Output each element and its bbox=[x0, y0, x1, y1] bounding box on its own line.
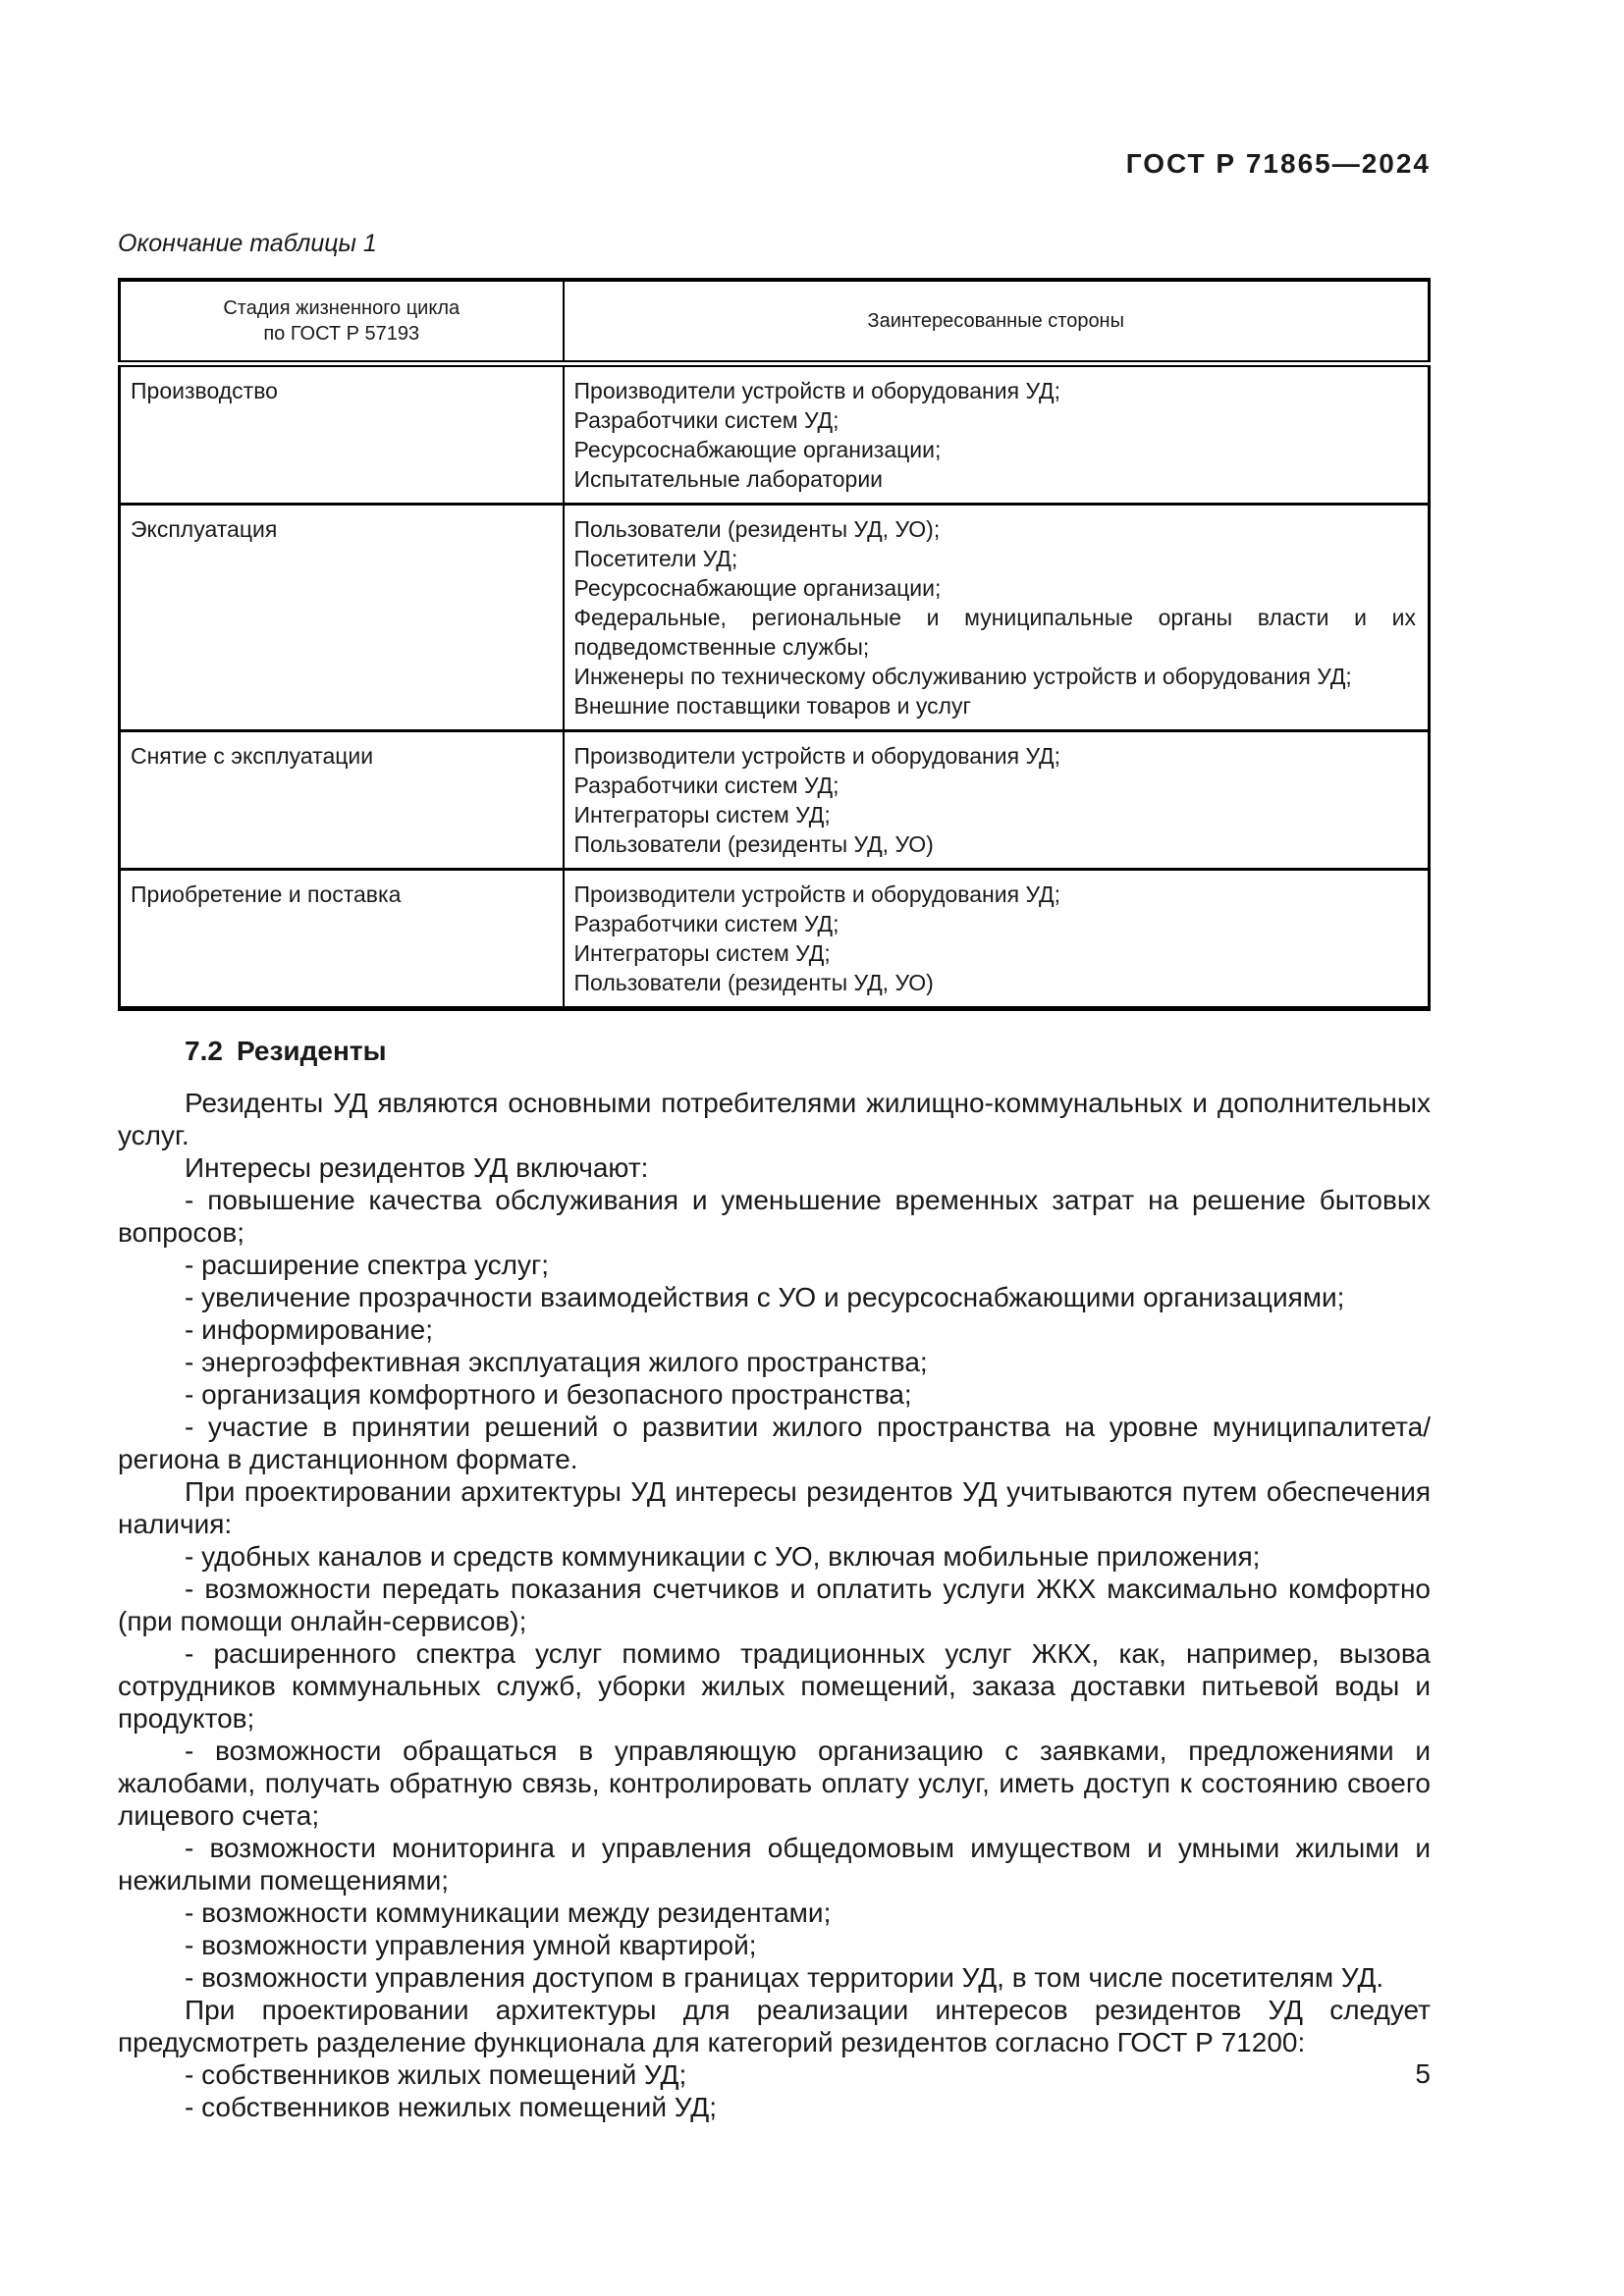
column-header-parties: Заинтересованные стороны bbox=[564, 280, 1430, 364]
body-paragraph: - удобных каналов и средств коммуникации с УО, включая мобильные приложения; bbox=[185, 1541, 1261, 1572]
party-line: Федеральные, региональные и муниципальные органы власти и их подведомственные службы; bbox=[573, 605, 1416, 660]
party-line: Разработчики систем УД; bbox=[573, 407, 839, 433]
body-text bbox=[118, 1087, 1431, 2123]
party-line: Разработчики систем УД; bbox=[573, 773, 839, 798]
body-paragraph: - расширение спектра услуг; bbox=[185, 1250, 550, 1280]
column-header-stage bbox=[120, 280, 564, 364]
body-paragraph: При проектировании архитектуры для реализации интересов резидентов УД следует предусмотреть разделение функционала для категорий резидентов согласно ГОСТ Р 71200: bbox=[118, 1995, 1431, 2057]
parties-cell bbox=[564, 364, 1430, 505]
body-paragraph: - увеличение прозрачности взаимодействия с УО и ресурсоснабжающими организациями; bbox=[185, 1282, 1345, 1312]
parties-cell bbox=[564, 731, 1430, 870]
body-paragraph: - возможности мониторинга и управления общедомовым имуществом и умными жилыми и нежилыми помещениями; bbox=[118, 1833, 1431, 1896]
party-line: Ресурсоснабжающие организации; bbox=[573, 437, 942, 462]
body-paragraph: - участие в принятии решений о развитии жилого пространства на уровне муниципалитета/региона в дистанционном формате. bbox=[118, 1412, 1431, 1474]
body-paragraph: - организация комфортного и безопасного пространства; bbox=[185, 1379, 912, 1410]
party-line: Интеграторы систем УД; bbox=[573, 802, 831, 828]
page-number: 5 bbox=[1415, 2058, 1431, 2089]
table-body bbox=[120, 364, 1430, 1009]
body-paragraph: - расширенного спектра услуг помимо традиционных услуг ЖКХ, как, например, вызова сотрудников коммунальных служб, уборки жилых помещений, заказа доставки питьевой воды и продуктов; bbox=[118, 1638, 1431, 1734]
body-paragraph: - возможности управления умной квартирой; bbox=[185, 1930, 757, 1960]
body-paragraph: - повышение качества обслуживания и уменьшение временных затрат на решение бытовых вопросов; bbox=[118, 1185, 1431, 1248]
party-line: Внешние поставщики товаров и услуг bbox=[573, 693, 971, 719]
stakeholders-table bbox=[118, 278, 1431, 1011]
column-header-stage-line: по ГОСТ Р 57193 bbox=[263, 323, 420, 345]
body-paragraph: - информирование; bbox=[185, 1314, 434, 1345]
table-row bbox=[120, 505, 1430, 731]
document-code-header: ГОСТ Р 71865—2024 bbox=[1125, 148, 1431, 179]
body-paragraph: - собственников жилых помещений УД; bbox=[185, 2059, 687, 2090]
party-line: Производители устройств и оборудования УД; bbox=[573, 881, 1060, 907]
stage-cell: Эксплуатация bbox=[120, 505, 564, 731]
section-number: 7.2 bbox=[185, 1036, 223, 1066]
body-paragraph: - энергоэффективная эксплуатация жилого пространства; bbox=[185, 1347, 928, 1377]
party-line: Пользователи (резиденты УД, УО); bbox=[573, 516, 941, 542]
body-paragraph: - возможности управления доступом в границах территории УД, в том числе посетителям УД. bbox=[185, 1962, 1384, 1993]
column-header-stage-line: Стадия жизненного цикла bbox=[223, 297, 460, 319]
party-line: Пользователи (резиденты УД, УО) bbox=[573, 970, 934, 995]
table-caption: Окончание таблицы 1 bbox=[118, 230, 377, 257]
party-line: Пользователи (резиденты УД, УО) bbox=[573, 831, 934, 857]
page-content bbox=[118, 0, 1431, 2123]
stage-cell: Снятие с эксплуатации bbox=[120, 731, 564, 870]
table-row bbox=[120, 731, 1430, 870]
body-paragraph: При проектировании архитектуры УД интересы резидентов УД учитываются путем обеспечения наличия: bbox=[118, 1476, 1431, 1539]
table-row bbox=[120, 364, 1430, 505]
party-line: Разработчики систем УД; bbox=[573, 911, 839, 936]
party-line: Ресурсоснабжающие организации; bbox=[573, 575, 942, 601]
party-line: Производители устройств и оборудования УД; bbox=[573, 743, 1060, 769]
body-paragraph: - возможности обращаться в управляющую организацию с заявками, предложениями и жалобами, получать обратную связь, контролировать оплату услуг, иметь доступ к состоянию своего лицевого счета; bbox=[118, 1735, 1431, 1831]
body-paragraph: - возможности коммуникации между резидентами; bbox=[185, 1897, 832, 1928]
body-paragraph: - собственников нежилых помещений УД; bbox=[185, 2092, 718, 2122]
body-paragraph: Резиденты УД являются основными потребителями жилищно-коммунальных и дополнительных услуг. bbox=[118, 1088, 1431, 1150]
party-line: Производители устройств и оборудования УД; bbox=[573, 378, 1060, 403]
body-paragraph: - возможности передать показания счетчиков и оплатить услуги ЖКХ максимально комфортно (при помощи онлайн-сервисов); bbox=[118, 1574, 1431, 1636]
party-line: Посетители УД; bbox=[573, 546, 738, 571]
parties-cell bbox=[564, 870, 1430, 1009]
party-line: Инженеры по техническому обслуживанию устройств и оборудования УД; bbox=[573, 664, 1352, 689]
party-line: Испытательные лаборатории bbox=[573, 466, 884, 492]
table-row bbox=[120, 870, 1430, 1009]
parties-cell bbox=[564, 505, 1430, 731]
stage-cell: Производство bbox=[120, 364, 564, 505]
body-paragraph: Интересы резидентов УД включают: bbox=[185, 1152, 649, 1183]
section-heading bbox=[185, 1035, 1431, 1067]
table-header-row bbox=[120, 280, 1430, 364]
stage-cell: Приобретение и поставка bbox=[120, 870, 564, 1009]
section-title: Резиденты bbox=[236, 1036, 387, 1066]
party-line: Интеграторы систем УД; bbox=[573, 940, 831, 966]
